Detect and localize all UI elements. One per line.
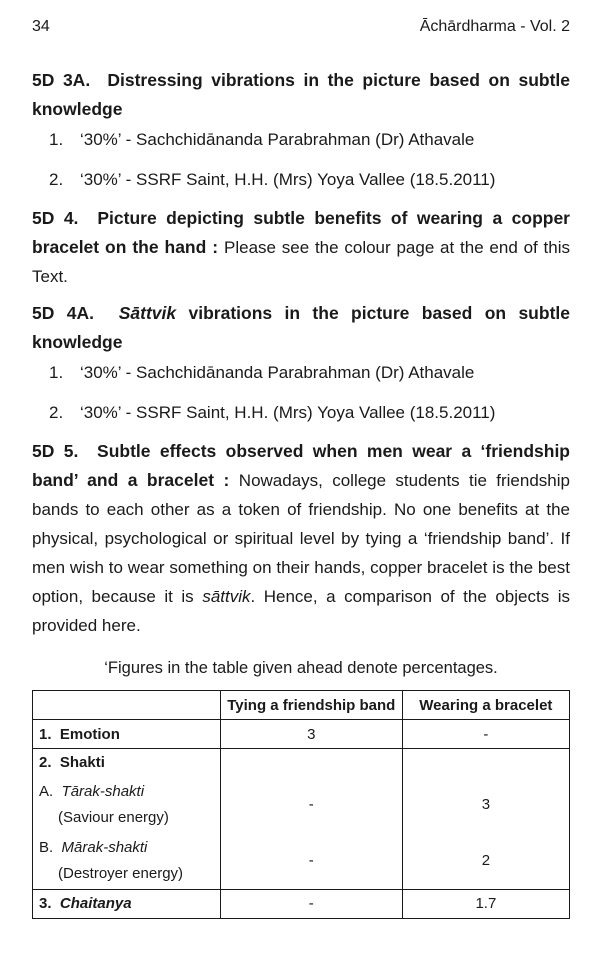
attribution-list (32, 130, 570, 190)
section-number: 5D 5. (32, 441, 79, 461)
list-item (49, 403, 570, 423)
table-row (33, 777, 570, 833)
section-number: 5D 4. (32, 208, 79, 228)
row-number: 3. (39, 895, 52, 912)
comparison-table (32, 690, 570, 919)
list-text: ‘30%’ - Sachchidānanda Parabrahman (Dr) Athavale (80, 130, 475, 149)
table-note: ‘Figures in the table given ahead denote percentages. (104, 659, 498, 677)
section-5d-4 (32, 204, 570, 291)
list-number: 2. (49, 403, 64, 422)
row-label (33, 833, 221, 890)
row-letter: A. (39, 782, 54, 800)
row-label (33, 889, 221, 918)
list-item (49, 363, 570, 383)
running-title: Āchārdharma - Vol. 2 (419, 18, 570, 35)
row-label (33, 777, 221, 833)
row-title: Chaitanya (59, 895, 132, 912)
list-item (49, 170, 570, 190)
header-cell: Tying a friendship band (220, 691, 402, 720)
list-number: 2. (49, 170, 64, 189)
section-title: vibrations in the picture based on subtle knowledge (32, 303, 570, 352)
attribution-list (32, 363, 570, 423)
section-body-italic: sāttvik (202, 587, 251, 606)
table-header-row (33, 691, 570, 720)
section-title-italic: Sāttvik (118, 303, 177, 323)
section-5d-4a (32, 299, 570, 423)
table-cell: 3 (402, 777, 569, 833)
list-text: ‘30%’ - Sachchidānanda Parabrahman (Dr) Athavale (80, 363, 475, 382)
row-label (33, 720, 221, 749)
list-text: ‘30%’ - SSRF Saint, H.H. (Mrs) Yoya Vallee (18.5.2011) (80, 403, 496, 422)
section-title: Distressing vibrations in the picture based on subtle knowledge (32, 70, 570, 119)
list-number: 1. (49, 363, 64, 382)
section-body: Please see the colour page at the end of this Text. (32, 238, 570, 286)
section-number: 5D 3A. (32, 70, 91, 90)
page-header (32, 18, 570, 40)
table-cell (402, 749, 569, 777)
section-title: Subtle effects observed when men wear a ‘friendship band’ and a bracelet : (32, 441, 570, 490)
table-cell: 2 (402, 833, 569, 890)
header-cell: Wearing a bracelet (402, 691, 569, 720)
section-heading (32, 66, 570, 124)
header-cell (33, 691, 221, 720)
row-label (33, 749, 221, 777)
row-gloss: (Destroyer energy) (58, 864, 184, 882)
table-cell: - (220, 833, 402, 890)
section-heading (32, 204, 570, 291)
list-number: 1. (49, 130, 64, 149)
table-cell: - (220, 777, 402, 833)
section-5d-5 (32, 437, 570, 640)
row-gloss: (Saviour energy) (58, 808, 169, 826)
section-heading (32, 299, 570, 357)
table-cell (220, 749, 402, 777)
row-title: Mārak-shakti (61, 838, 148, 856)
row-title: Tārak-shakti (61, 782, 145, 800)
row-number: 2. (39, 754, 52, 772)
row-letter: B. (39, 838, 54, 856)
section-number: 5D 4A. (32, 303, 94, 323)
row-title: Shakti (59, 754, 105, 772)
section-title: Picture depicting subtle benefits of wearing a copper bracelet on the hand : (32, 208, 570, 257)
page-number: 34 (32, 18, 50, 35)
list-item (49, 130, 570, 150)
section-heading (32, 437, 570, 640)
table-cell: 1.7 (402, 889, 569, 918)
section-5d-3a (32, 66, 570, 190)
section-body: Nowadays, college students tie friendship bands to each other as a token of friendship. No one benefits at the physical, psychological or spiritual level by tying a ‘friendship band’. If men wish to wear something on their hands, copper bracelet is the best option, because it is (32, 471, 570, 606)
table-cell: - (402, 720, 569, 749)
table-row (33, 720, 570, 749)
table-row (33, 889, 570, 918)
table-row (33, 749, 570, 777)
table-cell: - (220, 889, 402, 918)
table-cell: 3 (220, 720, 402, 749)
list-text: ‘30%’ - SSRF Saint, H.H. (Mrs) Yoya Vallee (18.5.2011) (80, 170, 496, 189)
row-number: 1. (39, 725, 52, 743)
page-content (32, 66, 570, 919)
table-row (33, 833, 570, 890)
section-body-end: . Hence, a comparison of the objects is provided here. (32, 587, 570, 635)
row-title: Emotion (59, 725, 120, 743)
